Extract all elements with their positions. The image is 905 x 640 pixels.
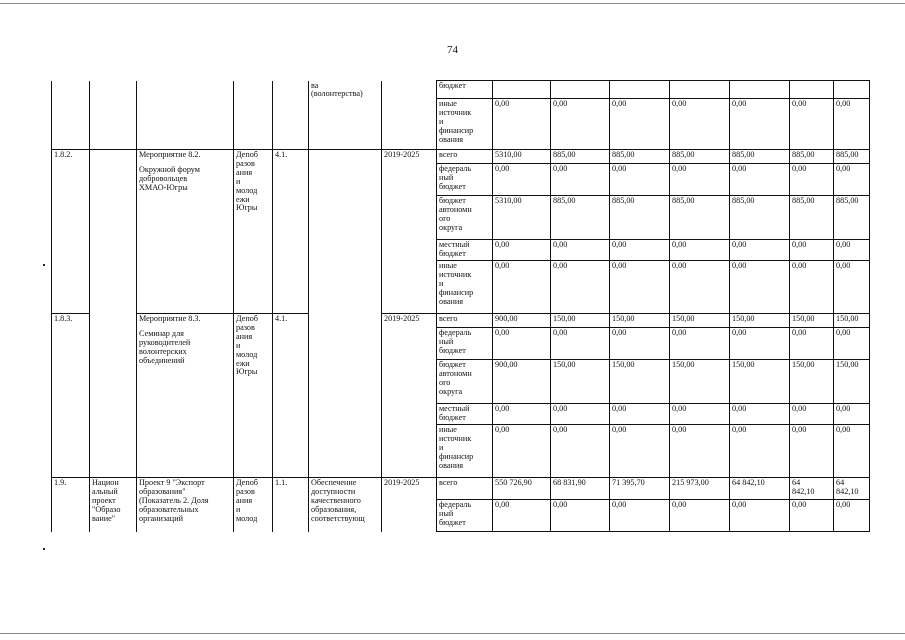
cell-value: 0,00: [834, 240, 870, 261]
cell-value: 150,00: [790, 314, 834, 328]
budget-table: [51, 80, 870, 532]
scan-speck: [43, 264, 45, 266]
cell-value: 0,00: [790, 261, 834, 314]
cell-value: 0,00: [730, 240, 790, 261]
event-subtitle: Окружной форум добровольцев ХМАО-Югры: [139, 164, 200, 192]
cell-ref: 1.1.: [273, 478, 309, 532]
cell-value: 0,00: [790, 164, 834, 196]
cell-value: 0,00: [730, 261, 790, 314]
cell-value: 0,00: [730, 99, 790, 150]
cell-value: 150,00: [610, 360, 670, 404]
cell-value: 0,00: [551, 261, 610, 314]
cell-value: [790, 81, 834, 99]
cell-value: 68 831,90: [551, 478, 610, 500]
cell-goal: Обеспечение доступности качественного образования, соответствующ: [309, 478, 382, 532]
cell-value: 885,00: [610, 150, 670, 164]
scan-edge-top: [0, 3, 905, 4]
cell-value: 0,00: [493, 500, 551, 532]
cell-value: 885,00: [730, 150, 790, 164]
cell-national-project: [90, 81, 137, 150]
table-row: [52, 150, 870, 164]
cell-source: всего: [437, 314, 493, 328]
cell-goal: ва (волонтерства): [309, 81, 382, 150]
cell-national-project: Национ альный проект "Образо вание": [90, 478, 137, 532]
cell-value: 0,00: [790, 404, 834, 425]
cell-source: федераль ный бюджет: [437, 164, 493, 196]
cell-value: 5310,00: [493, 196, 551, 240]
cell-value: 0,00: [551, 425, 610, 478]
table-row: [52, 314, 870, 328]
cell-value: 0,00: [834, 500, 870, 532]
cell-source: федераль ный бюджет: [437, 500, 493, 532]
cell-value: 0,00: [610, 328, 670, 360]
cell-value: 0,00: [551, 328, 610, 360]
cell-period: 2019-2025: [382, 478, 437, 532]
cell-value: 0,00: [610, 164, 670, 196]
cell-value: 885,00: [790, 150, 834, 164]
cell-value: 71 395,70: [610, 478, 670, 500]
cell-value: 0,00: [610, 404, 670, 425]
cell-value: 0,00: [670, 404, 730, 425]
cell-title: [137, 81, 234, 150]
cell-value: 885,00: [834, 150, 870, 164]
cell-value: 0,00: [493, 404, 551, 425]
cell-value: 0,00: [610, 261, 670, 314]
cell-value: 0,00: [610, 240, 670, 261]
cell-value: 885,00: [670, 196, 730, 240]
cell-source: иные источник и финансир ования: [437, 99, 493, 150]
cell-value: 0,00: [551, 99, 610, 150]
cell-value: 0,00: [730, 328, 790, 360]
cell-value: 0,00: [834, 404, 870, 425]
cell-value: 550 726,90: [493, 478, 551, 500]
cell-executor: Депоб разов ания и молод ежи Югры: [234, 314, 273, 478]
cell-value: 885,00: [670, 150, 730, 164]
cell-source: всего: [437, 478, 493, 500]
cell-value: 0,00: [730, 404, 790, 425]
cell-period: 2019-2025: [382, 150, 437, 314]
cell-executor: [234, 81, 273, 150]
cell-title: Проект 9 "Экспорт образования" (Показатель 2. Доля образовательных организаций: [137, 478, 234, 532]
cell-ref: [273, 81, 309, 150]
cell-value: 150,00: [670, 360, 730, 404]
cell-value: 0,00: [834, 261, 870, 314]
cell-value: 150,00: [790, 360, 834, 404]
cell-source: всего: [437, 150, 493, 164]
cell-value: 0,00: [790, 425, 834, 478]
cell-value: 0,00: [670, 99, 730, 150]
cell-value: 0,00: [670, 500, 730, 532]
cell-value: 0,00: [670, 261, 730, 314]
event-title: Мероприятие 8.2.: [139, 150, 201, 159]
cell-value: 64 842,10: [790, 478, 834, 500]
cell-value: 885,00: [551, 150, 610, 164]
cell-value: 5310,00: [493, 150, 551, 164]
cell-value: 0,00: [670, 164, 730, 196]
cell-num: [52, 81, 90, 150]
cell-value: 0,00: [493, 240, 551, 261]
cell-value: [834, 81, 870, 99]
cell-value: 150,00: [610, 314, 670, 328]
page-number: 74: [447, 44, 458, 56]
table-row: [52, 478, 870, 500]
cell-national-project: [90, 150, 137, 478]
cell-value: 150,00: [670, 314, 730, 328]
cell-value: 0,00: [670, 240, 730, 261]
cell-value: 0,00: [670, 425, 730, 478]
cell-value: [493, 81, 551, 99]
event-title: Мероприятие 8.3.: [139, 314, 201, 323]
cell-num: 1.8.2.: [52, 150, 90, 314]
cell-value: [551, 81, 610, 99]
cell-executor: Депоб разов ания и молод ежи Югры: [234, 150, 273, 314]
cell-executor: Депоб разов ания и молод: [234, 478, 273, 532]
cell-title: [137, 314, 234, 478]
cell-value: 885,00: [610, 196, 670, 240]
cell-source: федераль ный бюджет: [437, 328, 493, 360]
cell-value: 0,00: [834, 164, 870, 196]
cell-value: 0,00: [551, 240, 610, 261]
cell-value: 64 842,10: [730, 478, 790, 500]
cell-title: [137, 150, 234, 314]
cell-value: 0,00: [551, 164, 610, 196]
cell-value: 0,00: [790, 328, 834, 360]
cell-goal: [309, 150, 382, 478]
cell-value: [670, 81, 730, 99]
cell-value: 150,00: [730, 314, 790, 328]
cell-num: 1.9.: [52, 478, 90, 532]
cell-value: 0,00: [790, 99, 834, 150]
cell-value: 150,00: [551, 314, 610, 328]
cell-value: 900,00: [493, 314, 551, 328]
cell-value: 0,00: [790, 500, 834, 532]
cell-value: 0,00: [493, 164, 551, 196]
cell-value: 0,00: [493, 328, 551, 360]
event-subtitle: Семинар для руководителей волонтерских объединений: [139, 328, 191, 365]
cell-source: бюджет: [437, 81, 493, 99]
cell-period: [382, 81, 437, 150]
cell-source: бюджет автономн ого округа: [437, 196, 493, 240]
cell-value: 0,00: [610, 425, 670, 478]
cell-value: 150,00: [551, 360, 610, 404]
cell-value: 885,00: [730, 196, 790, 240]
cell-value: 150,00: [730, 360, 790, 404]
cell-num: 1.8.3.: [52, 314, 90, 478]
cell-value: 0,00: [790, 240, 834, 261]
cell-value: 0,00: [493, 261, 551, 314]
cell-value: 0,00: [670, 328, 730, 360]
cell-value: 900,00: [493, 360, 551, 404]
cell-value: 150,00: [834, 314, 870, 328]
cell-value: 0,00: [551, 404, 610, 425]
cell-source: иные источник и финансир ования: [437, 261, 493, 314]
cell-value: 0,00: [493, 99, 551, 150]
cell-value: 885,00: [551, 196, 610, 240]
cell-period: 2019-2025: [382, 314, 437, 478]
cell-value: 0,00: [834, 328, 870, 360]
cell-value: 0,00: [610, 500, 670, 532]
cell-value: 0,00: [730, 164, 790, 196]
cell-source: местный бюджет: [437, 404, 493, 425]
cell-ref: 4.1.: [273, 314, 309, 478]
cell-value: 215 973,00: [670, 478, 730, 500]
cell-value: 0,00: [493, 425, 551, 478]
cell-value: [610, 81, 670, 99]
cell-value: 0,00: [730, 425, 790, 478]
cell-ref: 4.1.: [273, 150, 309, 314]
table-row: [52, 81, 870, 99]
cell-value: 64 842,10: [834, 478, 870, 500]
cell-value: [730, 81, 790, 99]
cell-source: иные источник и финансир ования: [437, 425, 493, 478]
cell-value: 0,00: [610, 99, 670, 150]
cell-source: бюджет автономн ого округа: [437, 360, 493, 404]
scan-speck: [43, 548, 45, 550]
cell-value: 885,00: [790, 196, 834, 240]
cell-value: 0,00: [730, 500, 790, 532]
cell-value: 0,00: [834, 99, 870, 150]
scan-edge-bottom: [0, 633, 905, 634]
cell-source: местный бюджет: [437, 240, 493, 261]
cell-value: 0,00: [834, 425, 870, 478]
cell-value: 150,00: [834, 360, 870, 404]
cell-value: 885,00: [834, 196, 870, 240]
cell-value: 0,00: [551, 500, 610, 532]
